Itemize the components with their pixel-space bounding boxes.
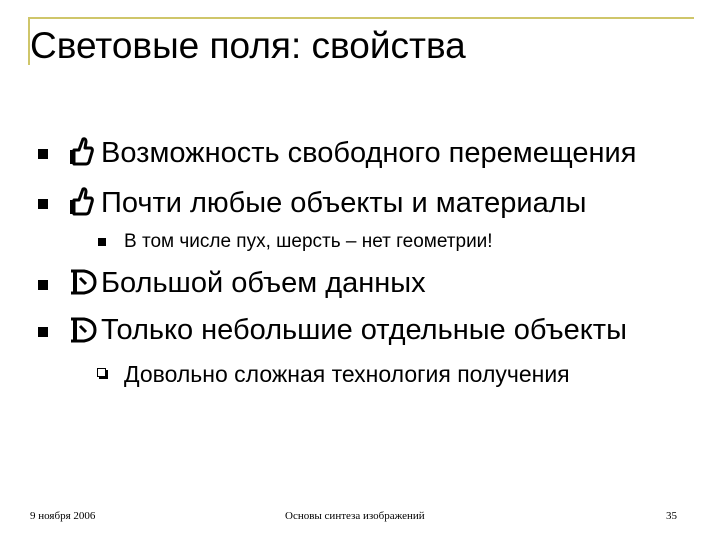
thumbs-up-icon <box>68 136 94 166</box>
square-bullet-icon <box>38 199 48 209</box>
square-bullet-icon <box>38 149 48 159</box>
footer-page-number: 35 <box>666 510 677 522</box>
bullet-text: Почти любые объекты и материалы <box>101 187 587 219</box>
square-bullet-icon <box>38 327 48 337</box>
sub-bullet-text: Довольно сложная технология получения <box>124 361 570 387</box>
thumbs-up-icon <box>68 186 94 216</box>
title-frame-top-line <box>28 17 694 19</box>
bullet-text: Большой объем данных <box>101 267 426 299</box>
thumbs-down-icon <box>68 316 98 344</box>
square-bullet-icon <box>38 280 48 290</box>
bullet-text: Возможность свободного перемещения <box>101 137 637 169</box>
bullet-text: Только небольшие отдельные объекты <box>101 314 627 346</box>
footer-date: 9 ноября 2006 <box>30 510 96 522</box>
slide-title: Световые поля: свойства <box>30 25 466 66</box>
footer-course: Основы синтеза изображений <box>285 510 425 522</box>
square-bullet-icon <box>98 238 106 246</box>
thumbs-down-icon <box>68 268 98 296</box>
hollow-square-bullet-icon <box>97 368 106 377</box>
sub-bullet-text: В том числе пух, шерсть – нет геометрии! <box>124 231 493 252</box>
